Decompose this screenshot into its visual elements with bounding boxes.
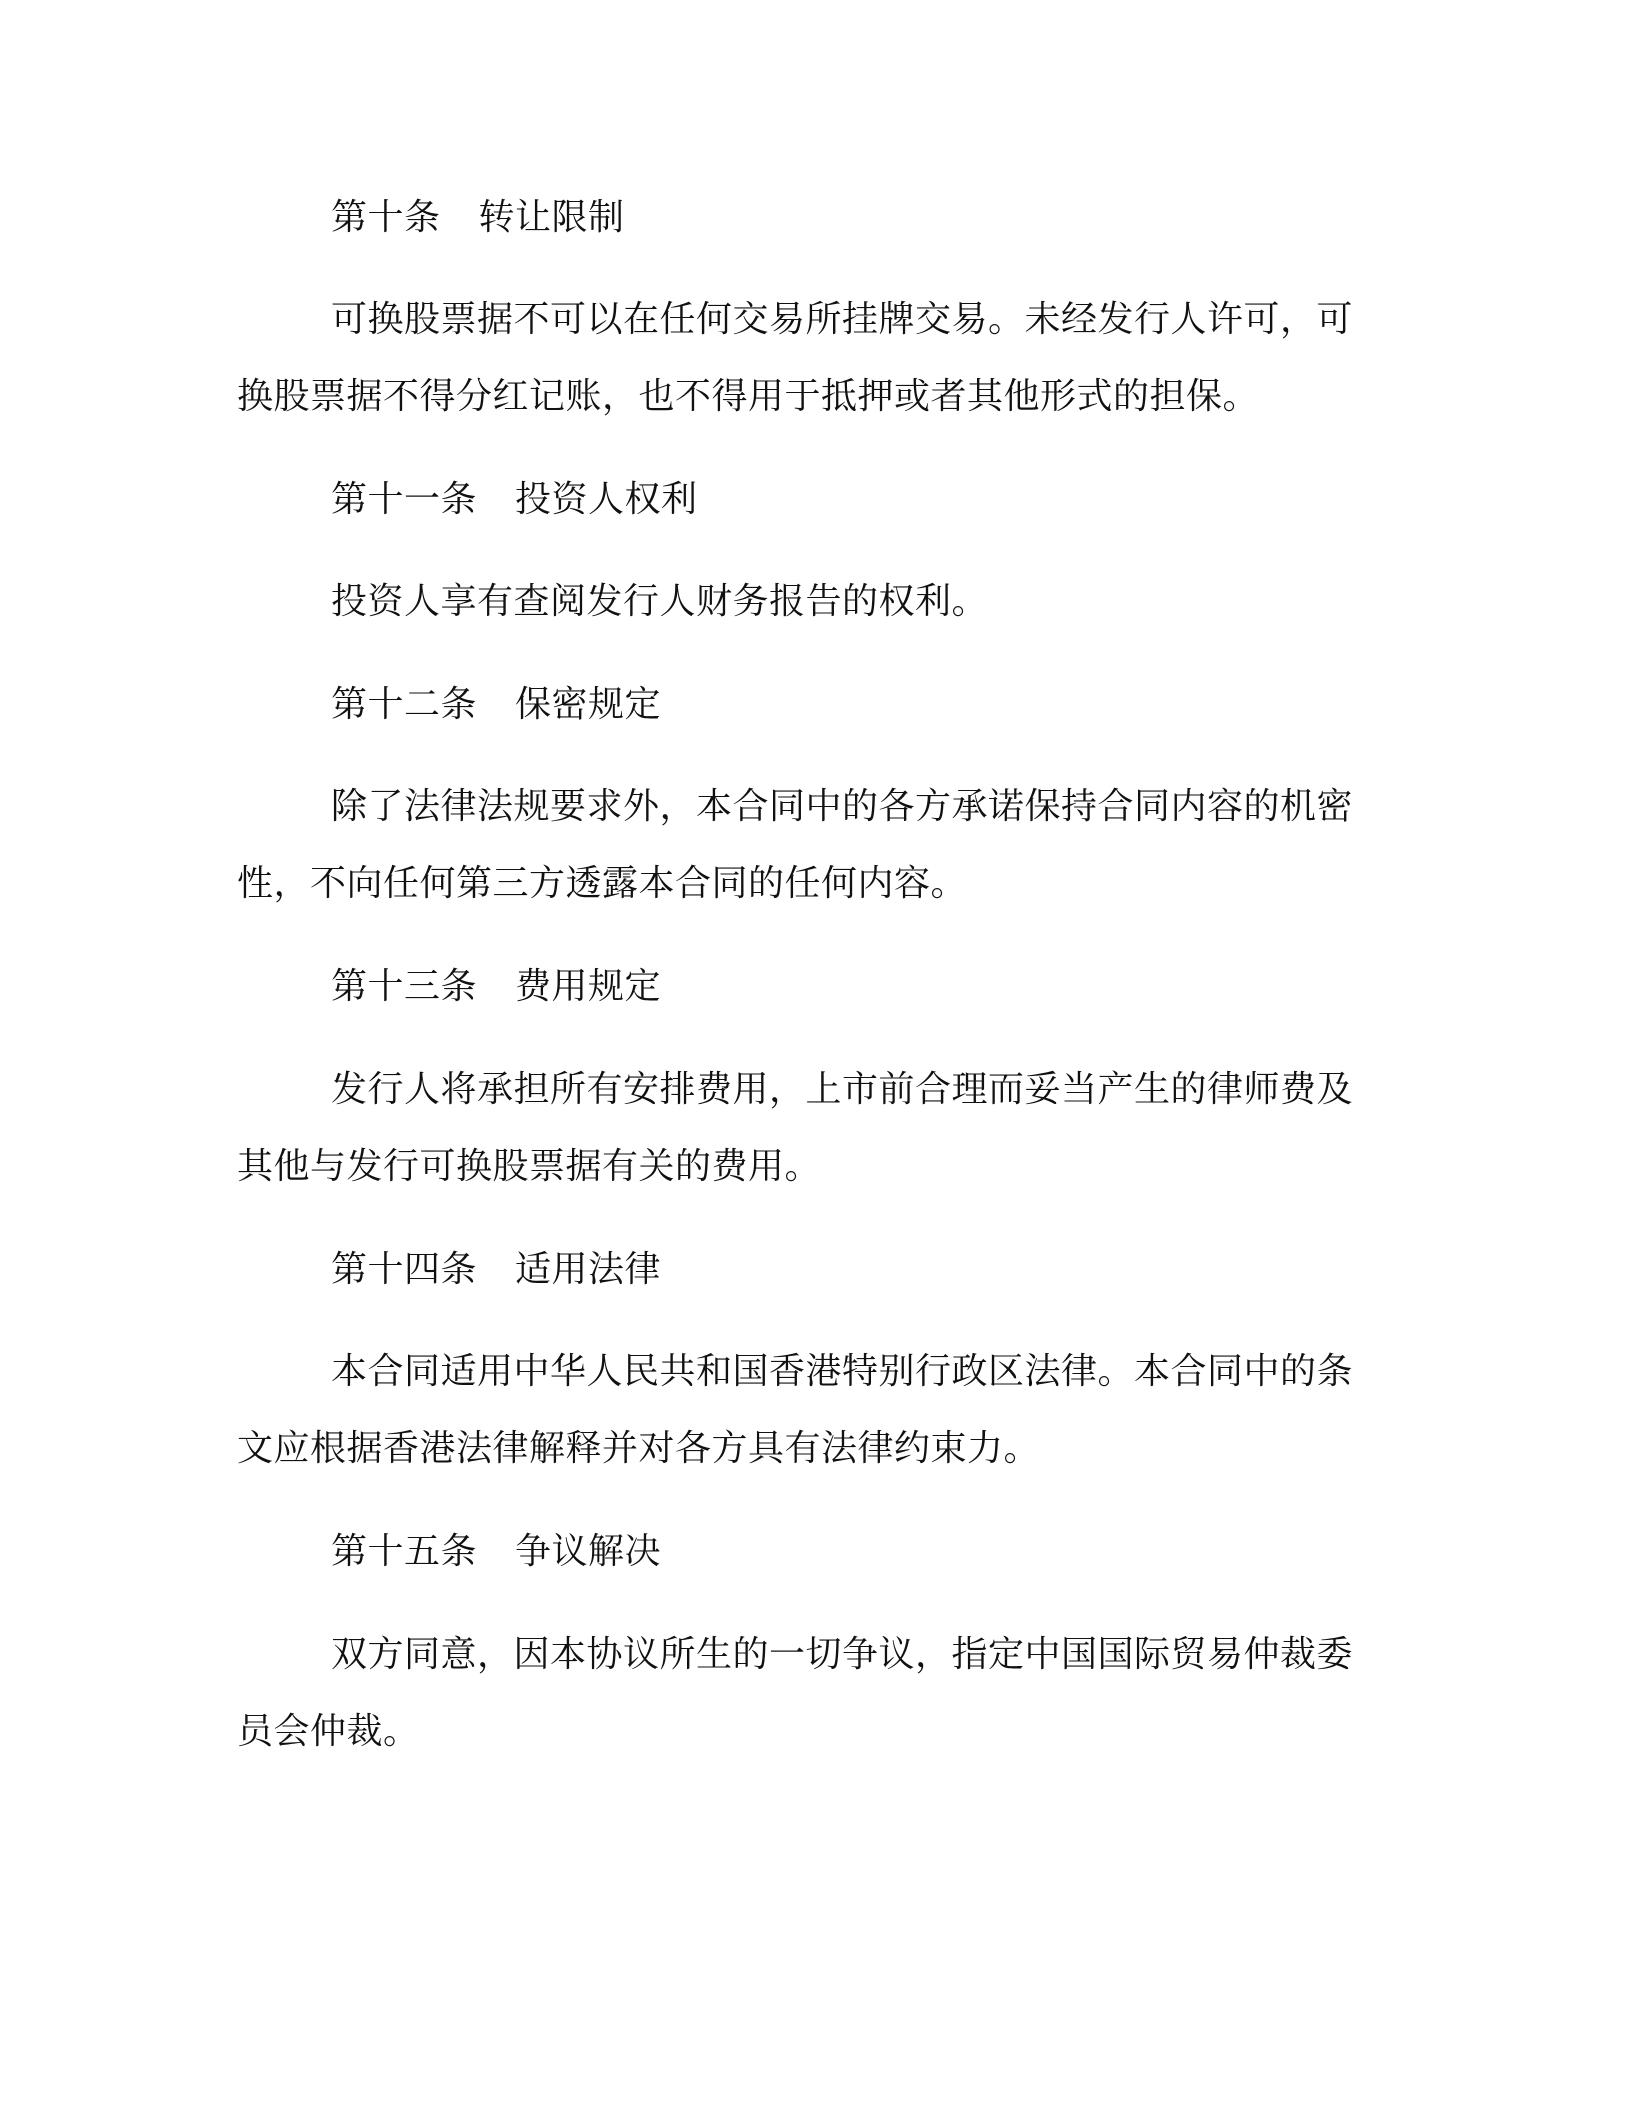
article-11-title: 投资人权利	[515, 479, 698, 520]
article-14-number: 第十四条	[331, 1249, 478, 1290]
article-10-number: 第十条	[331, 197, 441, 238]
article-12-title: 保密规定	[515, 684, 662, 725]
article-15-body-line-1: 双方同意，因本协议所生的一切争议，指定中国国际贸易仲裁委	[331, 1634, 1354, 1675]
article-11-heading	[331, 478, 698, 522]
article-15-title: 争议解决	[515, 1531, 662, 1572]
article-13-title: 费用规定	[515, 966, 662, 1007]
article-12-number: 第十二条	[331, 684, 478, 725]
article-13-body-line-1: 发行人将承担所有安排费用，上市前合理而妥当产生的律师费及	[331, 1069, 1354, 1110]
article-15-number: 第十五条	[331, 1531, 478, 1572]
article-14-body-line-2: 文应根据香港法律解释并对各方具有法律约束力。	[237, 1428, 1041, 1469]
article-15-body-line-2: 员会仲裁。	[237, 1711, 420, 1752]
article-13-number: 第十三条	[331, 966, 478, 1007]
article-14-title: 适用法律	[515, 1249, 662, 1290]
article-11-number: 第十一条	[331, 479, 478, 520]
article-10-title: 转让限制	[478, 197, 625, 238]
article-14-heading	[331, 1248, 661, 1292]
article-12-body-line-1: 除了法律法规要求外，本合同中的各方承诺保持合同内容的机密	[331, 786, 1354, 827]
article-15-heading	[331, 1530, 661, 1574]
article-12-heading	[331, 683, 661, 727]
article-10-body-line-2: 换股票据不得分红记账，也不得用于抵押或者其他形式的担保。	[237, 376, 1260, 417]
article-14-body-line-1: 本合同适用中华人民共和国香港特别行政区法律。本合同中的条	[331, 1351, 1354, 1392]
article-13-body-line-2: 其他与发行可换股票据有关的费用。	[237, 1146, 822, 1187]
article-11-body-line-1: 投资人享有查阅发行人财务报告的权利。	[331, 581, 989, 622]
article-10-body-line-1: 可换股票据不可以在任何交易所挂牌交易。未经发行人许可，可	[331, 299, 1354, 340]
article-10-heading	[331, 196, 625, 240]
article-12-body-line-2: 性，不向任何第三方透露本合同的任何内容。	[237, 863, 968, 904]
article-13-heading	[331, 965, 661, 1009]
